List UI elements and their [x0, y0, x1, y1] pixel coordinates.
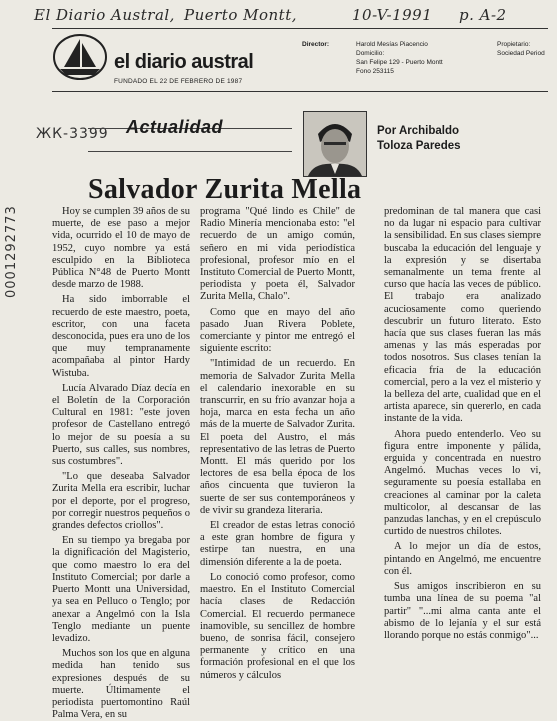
owner-label: Propietario:: [497, 41, 531, 48]
author-photo: [303, 111, 367, 177]
phone-value: Fono 253115: [356, 68, 394, 75]
sailboat-logo-icon: [52, 33, 108, 81]
paragraph: Ha sido imborrable el recuerdo de este maestro, poeta, escritor, con una faceta desconocida, pues era uno de los que muy tempranamente acompañaba al pintor Hardy Wistuba.: [52, 294, 190, 379]
owner-info: [497, 40, 545, 58]
handwritten-city: Puerto Montt,: [184, 6, 298, 24]
masthead-values: [356, 40, 443, 76]
handwritten-page: p. A-2: [459, 6, 507, 24]
handwritten-date: 10-V-1991: [352, 6, 433, 24]
paragraph: A lo mejor un día de estos, pintando en Angelmó, me encuentre con él.: [384, 541, 541, 577]
section-title: Actualidad: [126, 117, 224, 137]
handwritten-paper: El Diario Austral,: [34, 6, 175, 24]
archive-stamp: ЖК-3399: [36, 126, 109, 142]
paragraph: Sus amigos inscribieron en su tumba una línea de su poema "al partir" "...mi alma canta ante el abismo de lo lejanía y el sur está llorando porque no estás conmigo"...: [384, 581, 541, 641]
paragraph: Hoy se cumplen 39 años de su muerte, de ese paso a mejor vida, ocurrido el 10 de mayo de 1952, cuyo nombre ya está esculpido en la Biblioteca Pública N°48 de Puerto Montt desde marzo de 1988.: [52, 206, 190, 291]
address-label: Domicilio:: [356, 50, 385, 57]
paragraph: Lucía Alvarado Díaz decía en el Boletín de la Corporación Cultural en 1981: "este joven profesor de Castellano entregó lo mejor de su poesía a su Puerto, sus calles, sus nombres, sus costumbres".: [52, 382, 190, 468]
paragraph: Ahora puedo entenderlo. Veo su figura entre imponente y pálida, erguida y concentrada en nuestro Angelmó. Muchas veces lo vi, seguramente su poesía estallaba en creaciones al caminar por la caleta multicolor, al descansar de las panzudas lanchas, y en el crepúsculo curtido de nuestros chilotes.: [384, 428, 541, 538]
paragraph: En su tiempo ya bregaba por la dignificación del Magisterio, que como maestro lo era del Instituto Comercial; por darle a Puerto Montt una Universidad, ya sea en Pelluco o Tenglo; por anexar a Angelmó con la Isla Tenglo mediante un puente levadizo.: [52, 535, 190, 644]
masthead-labels: [302, 40, 329, 49]
newspaper-masthead: [52, 28, 548, 92]
address-value: San Felipe 129 - Puerto Montt: [356, 59, 443, 66]
article-column-1: [52, 206, 190, 721]
article-headline: Salvador Zurita Mella: [88, 174, 362, 205]
article-column-3: [384, 206, 541, 641]
byline-line-1: Por Archibaldo: [377, 125, 459, 137]
paragraph: "Intimidad de un recuerdo. En memoria de Salvador Zurita Mella el calendario inexorable en su transcurrir, en su frío avanzar hoja a hoja, marca en esta fecha un año más de la muerte de Salvador Zurita. El poeta del Austro, el más representativo de las letras de Puerto Montt. El más querido por los lectores de esa bella época de los años cincuenta que tuvieron la suerte de ser sus contemporáneos y de vivir su grandeza literaria.: [200, 358, 355, 516]
paragraph: predominan de tal manera que casi no da lugar ni espacio para cultivar la sensibilidad. En sus clases siempre buscaba la educación del lenguaje y la expresión y se disertaba semanalmente un tema frente al curso que hacía las veces de público. El trabajo era analizado acuciosamente como queriendo descubrir un futuro literato. Esto hacía que sus clases fueran las más amenas y las más esperadas por todos nosotros. Sus clases tenían la eficacia fría de la educación comercial, pero a la vez el misterio y la belleza del arte, cualidad que en el artista aparece, sin quererlo, en cada instante de la vida.: [384, 206, 541, 425]
director-label: Director:: [302, 41, 330, 48]
paragraph: Como que en mayo del año pasado Juan Rivera Poblete, comerciante y pintor me entregó el siguiente escrito:: [200, 306, 355, 355]
article-column-2: [200, 206, 355, 681]
paragraph: "Lo que deseaba Salvador Zurita Mella era escribir, luchar por el deporte, por el progreso, por corregir nuestros pequeños o grandes defectos criollos".: [52, 471, 190, 532]
paragraph: Muchos son los que en alguna medida han tenido sus expresiones después de su muerte. Últimamente el periodista puertomontino Raúl Palma Vera, en su: [52, 648, 190, 721]
byline: [377, 124, 461, 154]
paragraph: programa "Qué lindo es Chile" de Radio Minería mencionaba esto: "el recuerdo de un amigo común, señero en mi vida periodística profesional, profesor mío en el Instituto Comercial de Puerto Montt, periodista y poeta él, Salvador Zurita Mella, Chalo".: [200, 206, 355, 303]
director-value: Harold Mesías Piacencio: [356, 41, 428, 48]
portrait-image: [304, 112, 366, 176]
byline-line-2: Toloza Paredes: [377, 140, 461, 152]
paragraph: El creador de estas letras conoció a este gran hombre de figura y estirpe tan nuestra, en una dimensión diferente a la de poeta.: [200, 520, 355, 568]
founded-line: FUNDADO EL 22 DE FEBRERO DE 1987: [114, 78, 243, 85]
paper-name: el diario austral: [114, 51, 254, 73]
owner-value: Sociedad Period: [497, 50, 545, 57]
paragraph: Lo conoció como profesor, como maestro. En el Instituto Comercial hacía clases de Redacción Comercial. El recuerdo permanece inamovible, su sencillez de hombre bueno, de sonrisa fácil, consejero permanente y crítico en una formación profesional en el que los números y cálculos: [200, 571, 355, 681]
vertical-archive-code: 0001292773: [4, 205, 19, 298]
